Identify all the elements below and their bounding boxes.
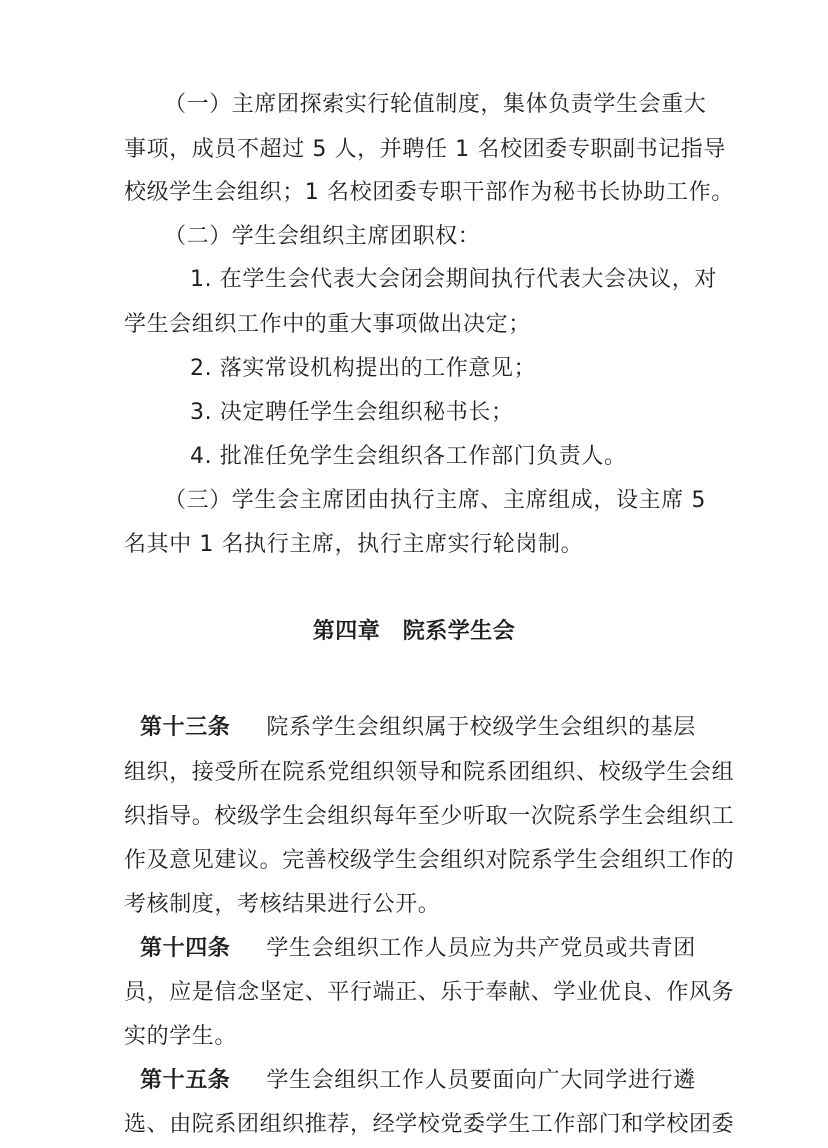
- article-13-line-4: 作及意见建议。完善校级学生会组织对院系学生会组织工作的: [124, 848, 735, 873]
- article-14-line-3: 实的学生。: [124, 1024, 238, 1049]
- article-13-line-1: [140, 713, 696, 743]
- section-two-item-2: 2. 落实常设机构提出的工作意见；: [190, 356, 537, 381]
- section-one-line-1: （一）主席团探索实行轮值制度，集体负责学生会重大: [164, 92, 707, 117]
- article-15-label: 第十五条: [140, 1068, 231, 1093]
- section-one-line-3: 校级学生会组织；1 名校团委专职干部作为秘书长协助工作。: [124, 180, 734, 205]
- article-13-label: 第十三条: [140, 715, 231, 740]
- article-14-line-1: [140, 934, 696, 964]
- article-13-line-3: 织指导。校级学生会组织每年至少听取一次院系学生会组织工: [124, 804, 735, 829]
- article-15-line-2: 选、由院系团组织推荐，经学校党委学生工作部门和学校团委: [124, 1112, 735, 1137]
- article-15-text-1: 学生会组织工作人员要面向广大同学进行遴: [266, 1068, 696, 1093]
- section-three-line-2: 名其中 1 名执行主席，执行主席实行轮岗制。: [124, 532, 584, 557]
- article-14-line-2: 员，应是信念坚定、平行端正、乐于奉献、学业优良、作风务: [124, 980, 735, 1005]
- chapter-heading: 第四章 院系学生会: [312, 619, 516, 644]
- section-two-item-1-line-2: 学生会组织工作中的重大事项做出决定；: [124, 312, 531, 337]
- article-14-label: 第十四条: [140, 936, 231, 961]
- article-13-line-5: 考核制度，考核结果进行公开。: [124, 892, 441, 917]
- article-15-line-1: [140, 1066, 696, 1096]
- section-two-item-4: 4. 批准任免学生会组织各工作部门负责人。: [190, 444, 627, 469]
- section-two-item-3: 3. 决定聘任学生会组织秘书长；: [190, 400, 514, 425]
- article-14-text-1: 学生会组织工作人员应为共产党员或共青团: [266, 936, 696, 961]
- section-two-title: （二）学生会组织主席团职权：: [164, 224, 481, 249]
- section-two-item-1-line-1: 1. 在学生会代表大会闭会期间执行代表大会决议，对: [190, 267, 717, 292]
- section-three-line-1: （三）学生会主席团由执行主席、主席组成，设主席 5: [164, 488, 706, 513]
- section-one-line-2: 事项，成员不超过 5 人，并聘任 1 名校团委专职副书记指导: [124, 137, 726, 162]
- article-13-text-1: 院系学生会组织属于校级学生会组织的基层: [266, 715, 696, 740]
- article-13-line-2: 组织，接受所在院系党组织领导和院系团组织、校级学生会组: [124, 760, 735, 785]
